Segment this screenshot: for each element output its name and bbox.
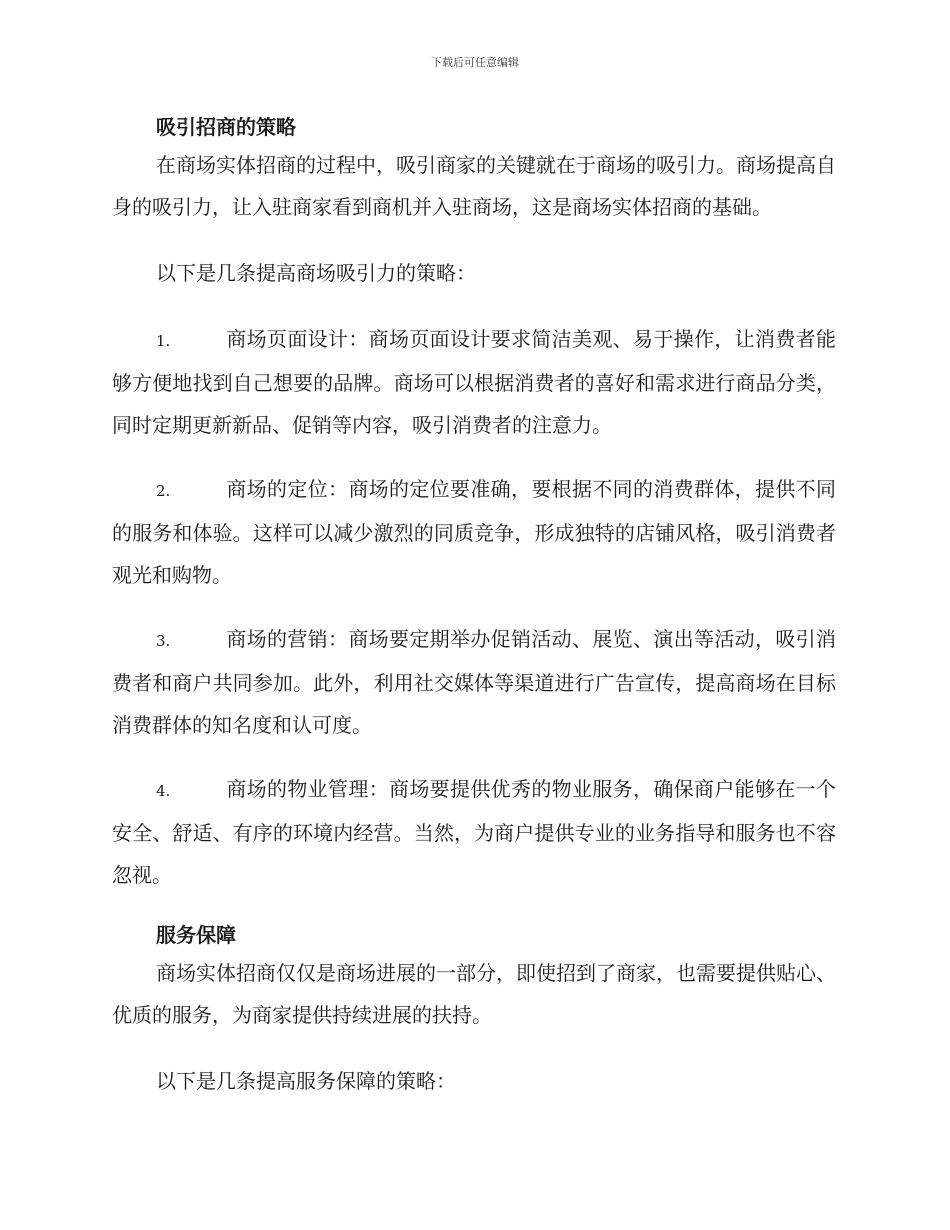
paragraph-service-intro: 商场实体招商仅仅是商场进展的一部分，即使招到了商家，也需要提供贴心、优质的服务，为商家提供持续进展的扶持。	[112, 961, 836, 1027]
header-note: 下载后可任意编辑	[431, 56, 519, 69]
paragraph-intro: 在商场实体招商的过程中，吸引商家的关键就在于商场的吸引力。商场提高自身的吸引力，让入驻商家看到商机并入驻商场，这是商场实体招商的基础。	[112, 153, 836, 219]
list-item	[112, 768, 836, 896]
document-body	[112, 110, 836, 1126]
list-text: 商场页面设计：商场页面设计要求简洁美观、易于操作，让消费者能够方便地找到自己想要的品牌。商场可以根据消费者的喜好和需求进行商品分类，同时定期更新新品、促销等内容，吸引消费者的注意力。	[112, 327, 836, 437]
list-number: 1.	[156, 332, 171, 350]
list-item	[112, 618, 836, 746]
list-text: 商场的物业管理：商场要提供优秀的物业服务，确保商户能够在一个安全、舒适、有序的环境内经营。当然，为商户提供专业的业务指导和服务也不容忽视。	[112, 777, 836, 887]
section-title-service: 服务保障	[156, 923, 236, 947]
list-number: 4.	[156, 782, 171, 800]
list-number: 3.	[156, 632, 171, 650]
list-number: 2.	[156, 482, 171, 500]
list-item	[112, 318, 836, 446]
section-title-attraction: 吸引招商的策略	[156, 115, 296, 139]
list-text: 商场的营销：商场要定期举办促销活动、展览、演出等活动，吸引消费者和商户共同参加。此外，利用社交媒体等渠道进行广告宣传，提高商场在目标消费群体的知名度和认可度。	[112, 627, 836, 737]
paragraph-lead: 以下是几条提高商场吸引力的策略：	[156, 261, 476, 285]
list-item	[112, 468, 836, 596]
list-text: 商场的定位：商场的定位要准确，要根据不同的消费群体，提供不同的服务和体验。这样可以减少激烈的同质竞争，形成独特的店铺风格，吸引消费者观光和购物。	[112, 477, 836, 587]
paragraph-service-lead: 以下是几条提高服务保障的策略：	[156, 1069, 456, 1093]
